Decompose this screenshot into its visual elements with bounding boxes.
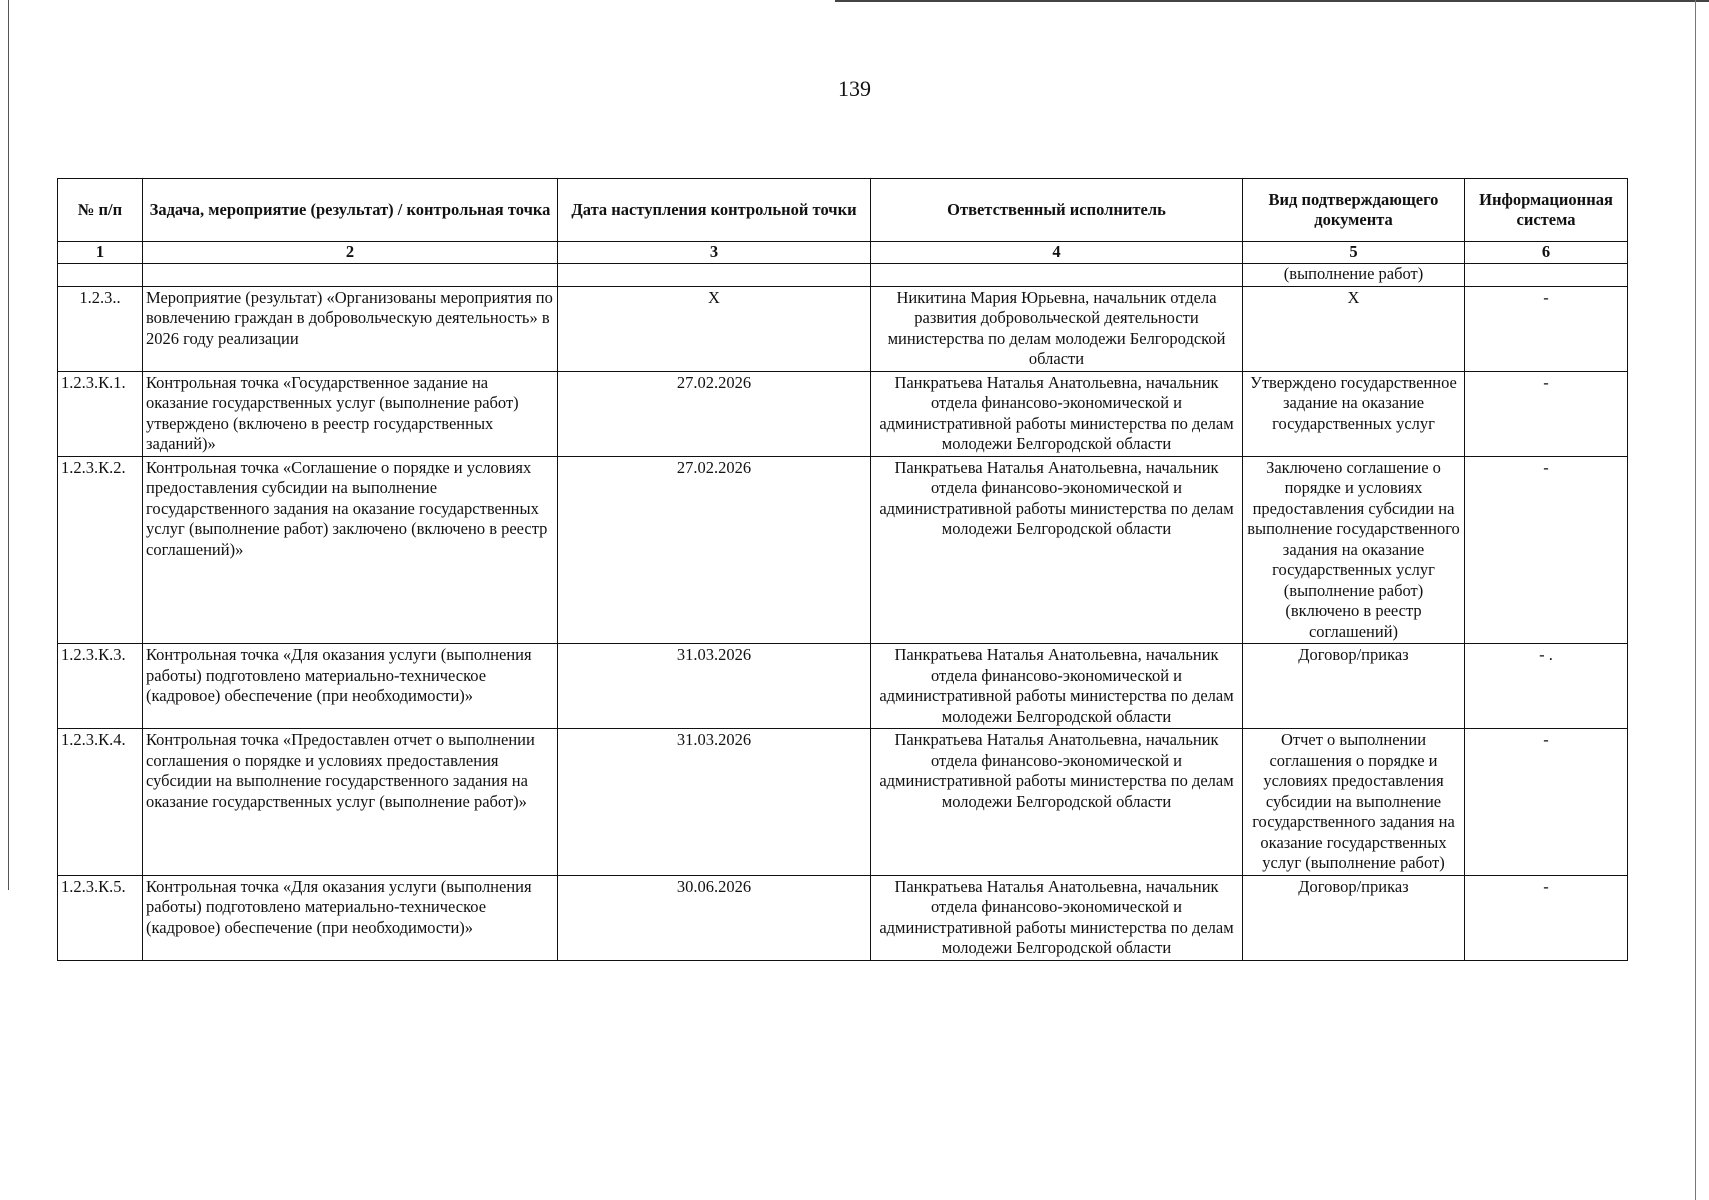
- column-number: 1: [58, 242, 143, 264]
- table-row: [58, 456, 1628, 644]
- cell-executor: Панкратьева Наталья Анатольевна, начальник отдела финансово-экономической и административной работы министерства по делам молодежи Белгородской области: [871, 371, 1243, 456]
- cell-task: Контрольная точка «Государственное задание на оказание государственных услуг (выполнение работ) утверждено (включено в реестр государственных заданий)»: [143, 371, 558, 456]
- cell-empty: [1465, 263, 1628, 286]
- table-row: [58, 875, 1628, 960]
- cell-date: X: [558, 286, 871, 371]
- cell-empty: [143, 263, 558, 286]
- cell-executor: Панкратьева Наталья Анатольевна, начальник отдела финансово-экономической и административной работы министерства по делам молодежи Белгородской области: [871, 875, 1243, 960]
- column-number: 3: [558, 242, 871, 264]
- cell-date: 27.02.2026: [558, 456, 871, 644]
- table-header-row: [58, 179, 1628, 242]
- cell-date: 30.06.2026: [558, 875, 871, 960]
- cell-task: Контрольная точка «Соглашение о порядке и условиях предоставления субсидии на выполнение государственного задания на оказание государственных услуг (выполнение работ) заключено (включено в реестр соглашений)»: [143, 456, 558, 644]
- table-row: [58, 371, 1628, 456]
- cell-date: 31.03.2026: [558, 729, 871, 876]
- cell-document: (выполнение работ): [1243, 263, 1465, 286]
- header-number: № п/п: [58, 179, 143, 242]
- table-row: [58, 729, 1628, 876]
- cell-system: -: [1465, 371, 1628, 456]
- cell-number: 1.2.3.К.1.: [58, 371, 143, 456]
- cell-date: 31.03.2026: [558, 644, 871, 729]
- column-number: 6: [1465, 242, 1628, 264]
- header-executor: Ответственный исполнитель: [871, 179, 1243, 242]
- column-number-row: [58, 242, 1628, 264]
- column-number: 5: [1243, 242, 1465, 264]
- cell-task: Контрольная точка «Для оказания услуги (выполнения работы) подготовлено материально-техническое (кадровое) обеспечение (при необходимости)»: [143, 875, 558, 960]
- cell-task: Контрольная точка «Предоставлен отчет о выполнении соглашения о порядке и условиях предоставления субсидии на выполнение государственного задания на оказание государственных услуг (выполнение работ)»: [143, 729, 558, 876]
- header-system: Информационная система: [1465, 179, 1628, 242]
- cell-system: - .: [1465, 644, 1628, 729]
- cell-empty: [871, 263, 1243, 286]
- header-task: Задача, мероприятие (результат) / контрольная точка: [143, 179, 558, 242]
- cell-document: Отчет о выполнении соглашения о порядке и условиях предоставления субсидии на выполнение государственного задания на оказание государственных услуг (выполнение работ): [1243, 729, 1465, 876]
- continuation-row: [58, 263, 1628, 286]
- cell-document: Договор/приказ: [1243, 644, 1465, 729]
- cell-system: -: [1465, 875, 1628, 960]
- cell-document: X: [1243, 286, 1465, 371]
- cell-task: Контрольная точка «Для оказания услуги (выполнения работы) подготовлено материально-техническое (кадровое) обеспечение (при необходимости)»: [143, 644, 558, 729]
- cell-document: Утверждено государственное задание на оказание государственных услуг: [1243, 371, 1465, 456]
- control-points-table: [57, 178, 1628, 961]
- cell-number: 1.2.3..: [58, 286, 143, 371]
- column-number: 2: [143, 242, 558, 264]
- cell-system: -: [1465, 286, 1628, 371]
- table-row: [58, 286, 1628, 371]
- page-number: 139: [838, 76, 871, 101]
- cell-system: -: [1465, 456, 1628, 644]
- cell-empty: [58, 263, 143, 286]
- cell-date: 27.02.2026: [558, 371, 871, 456]
- cell-executor: Панкратьева Наталья Анатольевна, начальник отдела финансово-экономической и административной работы министерства по делам молодежи Белгородской области: [871, 729, 1243, 876]
- cell-executor: Панкратьева Наталья Анатольевна, начальник отдела финансово-экономической и административной работы министерства по делам молодежи Белгородской области: [871, 456, 1243, 644]
- cell-document: Договор/приказ: [1243, 875, 1465, 960]
- cell-number: 1.2.3.К.5.: [58, 875, 143, 960]
- cell-system: -: [1465, 729, 1628, 876]
- scan-edge-left: [8, 0, 9, 890]
- header-date: Дата наступления контрольной точки: [558, 179, 871, 242]
- header-document: Вид подтверждающего документа: [1243, 179, 1465, 242]
- table-row: [58, 644, 1628, 729]
- cell-number: 1.2.3.К.3.: [58, 644, 143, 729]
- scan-edge-right: [1695, 0, 1696, 1200]
- column-number: 4: [871, 242, 1243, 264]
- cell-task: Мероприятие (результат) «Организованы мероприятия по вовлечению граждан в добровольческую деятельность» в 2026 году реализации: [143, 286, 558, 371]
- cell-executor: Панкратьева Наталья Анатольевна, начальник отдела финансово-экономической и административной работы министерства по делам молодежи Белгородской области: [871, 644, 1243, 729]
- cell-executor: Никитина Мария Юрьевна, начальник отдела развития добровольческой деятельности министерства по делам молодежи Белгородской области: [871, 286, 1243, 371]
- cell-document: Заключено соглашение о порядке и условиях предоставления субсидии на выполнение государственного задания на оказание государственных услуг (выполнение работ) (включено в реестр соглашений): [1243, 456, 1465, 644]
- cell-number: 1.2.3.К.2.: [58, 456, 143, 644]
- cell-number: 1.2.3.К.4.: [58, 729, 143, 876]
- scan-edge-top: [835, 0, 1709, 2]
- cell-empty: [558, 263, 871, 286]
